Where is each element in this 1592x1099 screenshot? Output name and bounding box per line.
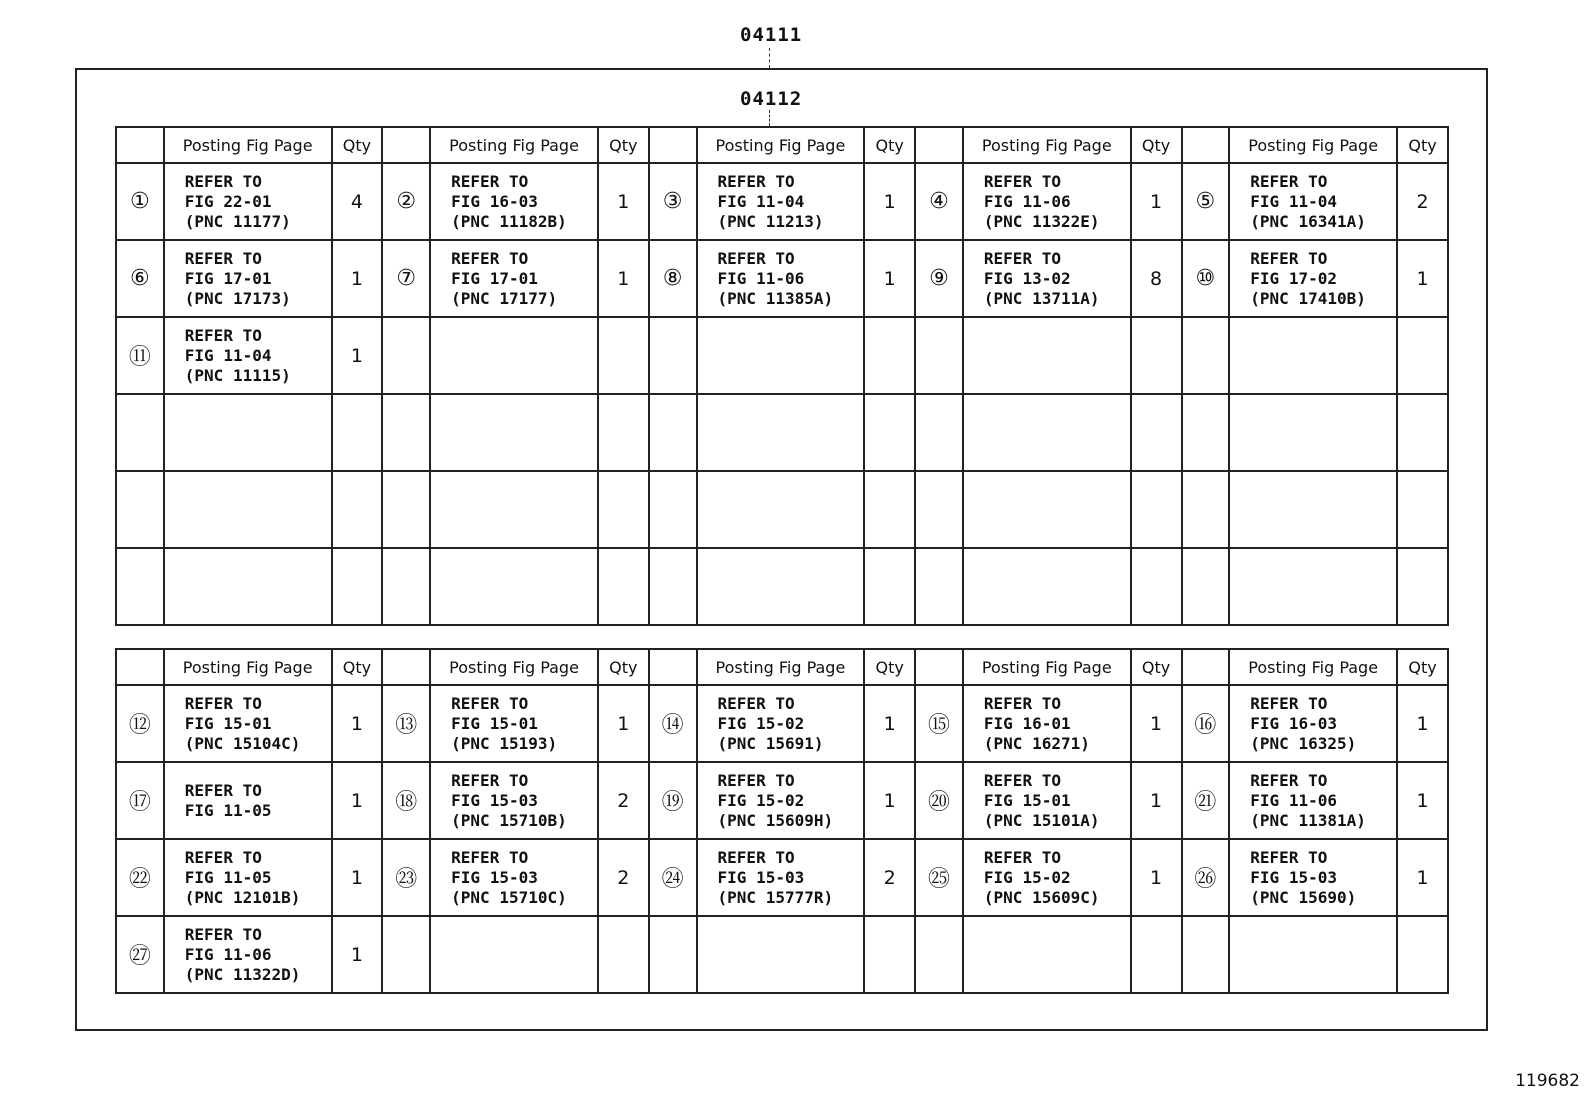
item-number <box>915 317 963 394</box>
item-number <box>915 916 963 993</box>
reference-line: (PNC 15609H) <box>717 810 834 830</box>
reference-line: FIG 16-03 <box>1250 713 1337 733</box>
quantity: 1 <box>1131 163 1182 240</box>
reference-line: REFER TO <box>184 780 262 800</box>
item-number: ⑩ <box>1182 240 1230 317</box>
posting-reference <box>697 916 865 993</box>
posting-reference <box>963 317 1131 394</box>
posting-reference <box>1229 471 1397 548</box>
reference-line: FIG 11-04 <box>717 191 805 211</box>
table-row <box>116 317 1448 394</box>
reference-line: REFER TO <box>451 248 529 268</box>
quantity <box>864 548 915 625</box>
reference-line: (PNC 11177) <box>184 211 291 231</box>
header-posting: Posting Fig Page <box>1229 127 1397 163</box>
posting-reference <box>963 394 1131 471</box>
quantity: 2 <box>598 839 649 916</box>
outer-assembly-label: 04111 <box>740 24 803 46</box>
quantity: 1 <box>1397 685 1448 762</box>
header-blank <box>382 127 430 163</box>
quantity: 2 <box>864 839 915 916</box>
reference-line: FIG 17-01 <box>451 268 538 288</box>
table-row <box>116 762 1448 839</box>
item-number: ⑦ <box>382 240 430 317</box>
posting-reference <box>430 394 598 471</box>
quantity <box>864 471 915 548</box>
reference-line: REFER TO <box>717 847 795 867</box>
posting-reference <box>963 685 1131 762</box>
table-row <box>116 471 1448 548</box>
header-row <box>116 649 1448 685</box>
item-number: ⑪ <box>116 317 164 394</box>
quantity: 8 <box>1131 240 1182 317</box>
posting-reference <box>1229 548 1397 625</box>
reference-line: REFER TO <box>184 847 262 867</box>
reference-line: (PNC 17177) <box>451 288 558 308</box>
reference-line: FIG 11-06 <box>1250 790 1337 810</box>
quantity: 1 <box>332 916 383 993</box>
reference-line: (PNC 11322D) <box>184 964 301 984</box>
reference-line: FIG 11-06 <box>983 191 1071 211</box>
quantity: 2 <box>1397 163 1448 240</box>
reference-line: (PNC 15104C) <box>184 733 301 753</box>
header-blank <box>382 649 430 685</box>
header-qty: Qty <box>598 127 649 163</box>
item-number: ㉖ <box>1182 839 1230 916</box>
reference-line: (PNC 17410B) <box>1250 288 1366 308</box>
header-qty: Qty <box>864 127 915 163</box>
item-number <box>915 548 963 625</box>
reference-line: FIG 15-01 <box>983 790 1071 810</box>
reference-line: FIG 15-03 <box>451 790 538 810</box>
posting-reference <box>1229 762 1397 839</box>
posting-reference <box>697 685 865 762</box>
item-number: ⑤ <box>1182 163 1230 240</box>
item-number: ① <box>116 163 164 240</box>
quantity <box>598 471 649 548</box>
reference-line: REFER TO <box>717 171 795 191</box>
posting-reference <box>164 839 332 916</box>
quantity: 1 <box>1131 685 1182 762</box>
posting-reference <box>697 163 865 240</box>
reference-line: (PNC 11322E) <box>983 211 1100 231</box>
reference-line: REFER TO <box>717 248 795 268</box>
quantity <box>598 317 649 394</box>
header-qty: Qty <box>332 649 383 685</box>
posting-reference <box>963 548 1131 625</box>
item-number: ㉔ <box>649 839 697 916</box>
reference-line: REFER TO <box>184 325 262 345</box>
header-qty: Qty <box>1131 127 1182 163</box>
header-posting: Posting Fig Page <box>430 649 598 685</box>
header-blank <box>116 649 164 685</box>
reference-line: FIG 11-04 <box>1250 191 1337 211</box>
reference-line: REFER TO <box>184 248 262 268</box>
reference-line: (PNC 16325) <box>1250 733 1357 753</box>
item-number: ⑥ <box>116 240 164 317</box>
header-posting: Posting Fig Page <box>430 127 598 163</box>
item-number <box>915 471 963 548</box>
quantity: 1 <box>1131 762 1182 839</box>
reference-line: FIG 16-01 <box>983 713 1071 733</box>
table-row <box>116 916 1448 993</box>
posting-reference <box>697 471 865 548</box>
item-number: ㉓ <box>382 839 430 916</box>
table-row <box>116 240 1448 317</box>
posting-reference <box>697 762 865 839</box>
inner-assembly-label: 04112 <box>740 88 803 110</box>
header-blank <box>649 127 697 163</box>
item-number <box>116 471 164 548</box>
quantity: 1 <box>1131 839 1182 916</box>
item-number <box>382 471 430 548</box>
item-number <box>649 471 697 548</box>
item-number <box>382 394 430 471</box>
posting-reference <box>164 163 332 240</box>
quantity: 1 <box>332 839 383 916</box>
inner-leader-line <box>769 110 770 126</box>
quantity <box>332 394 383 471</box>
item-number <box>1182 916 1230 993</box>
posting-reference <box>697 394 865 471</box>
posting-reference <box>963 916 1131 993</box>
quantity <box>1397 916 1448 993</box>
quantity <box>1131 916 1182 993</box>
item-number: ⑬ <box>382 685 430 762</box>
posting-reference <box>963 839 1131 916</box>
parts-table-upper <box>115 126 1449 626</box>
reference-line: REFER TO <box>983 770 1061 790</box>
quantity <box>1131 548 1182 625</box>
reference-line: FIG 15-02 <box>717 790 805 810</box>
reference-line: FIG 11-06 <box>184 944 272 964</box>
item-number <box>1182 317 1230 394</box>
item-number: ⑨ <box>915 240 963 317</box>
posting-reference <box>963 471 1131 548</box>
quantity <box>1397 471 1448 548</box>
reference-line: FIG 22-01 <box>184 191 272 211</box>
reference-line: REFER TO <box>451 770 529 790</box>
quantity: 1 <box>598 163 649 240</box>
reference-line: FIG 15-01 <box>451 713 538 733</box>
reference-line: FIG 15-01 <box>184 713 272 733</box>
posting-reference <box>164 762 332 839</box>
quantity: 1 <box>864 685 915 762</box>
posting-reference <box>430 548 598 625</box>
header-qty: Qty <box>1397 127 1448 163</box>
posting-reference <box>1229 317 1397 394</box>
item-number <box>382 916 430 993</box>
reference-line: REFER TO <box>451 847 529 867</box>
reference-line: (PNC 15710C) <box>451 887 567 907</box>
reference-line: FIG 11-06 <box>717 268 805 288</box>
item-number: ㉑ <box>1182 762 1230 839</box>
posting-reference <box>430 839 598 916</box>
reference-line: FIG 15-02 <box>717 713 805 733</box>
header-posting: Posting Fig Page <box>164 649 332 685</box>
header-qty: Qty <box>1397 649 1448 685</box>
posting-reference <box>963 240 1131 317</box>
figure-number: 119682 <box>1515 1071 1580 1091</box>
reference-line: FIG 11-04 <box>184 345 272 365</box>
quantity: 1 <box>332 762 383 839</box>
posting-reference <box>963 163 1131 240</box>
reference-line: REFER TO <box>1250 847 1328 867</box>
posting-reference <box>164 548 332 625</box>
outer-leader-line <box>769 48 770 68</box>
reference-line: REFER TO <box>1250 693 1328 713</box>
table-row <box>116 839 1448 916</box>
header-blank <box>1182 649 1230 685</box>
posting-reference <box>1229 916 1397 993</box>
posting-reference <box>164 916 332 993</box>
reference-line: REFER TO <box>983 248 1061 268</box>
posting-reference <box>697 317 865 394</box>
reference-line: FIG 15-03 <box>1250 867 1337 887</box>
header-blank <box>649 649 697 685</box>
header-posting: Posting Fig Page <box>697 649 865 685</box>
reference-line: (PNC 15193) <box>451 733 558 753</box>
quantity: 1 <box>598 685 649 762</box>
quantity <box>864 317 915 394</box>
posting-reference <box>1229 163 1397 240</box>
reference-line: (PNC 15710B) <box>451 810 567 830</box>
header-qty: Qty <box>864 649 915 685</box>
item-number <box>116 394 164 471</box>
posting-reference <box>1229 394 1397 471</box>
header-qty: Qty <box>332 127 383 163</box>
reference-line: REFER TO <box>983 171 1061 191</box>
posting-reference <box>963 762 1131 839</box>
item-number: ⑲ <box>649 762 697 839</box>
item-number: ⑭ <box>649 685 697 762</box>
item-number <box>1182 471 1230 548</box>
reference-line: FIG 11-05 <box>184 867 272 887</box>
quantity <box>864 916 915 993</box>
item-number <box>649 394 697 471</box>
item-number: ② <box>382 163 430 240</box>
quantity <box>598 916 649 993</box>
reference-line: FIG 17-01 <box>184 268 272 288</box>
reference-line: FIG 15-03 <box>717 867 805 887</box>
quantity <box>1131 394 1182 471</box>
quantity: 1 <box>864 163 915 240</box>
reference-line: REFER TO <box>717 693 795 713</box>
item-number <box>116 548 164 625</box>
item-number <box>1182 548 1230 625</box>
quantity: 1 <box>332 317 383 394</box>
reference-line: (PNC 15609C) <box>983 887 1100 907</box>
reference-line: (PNC 11213) <box>717 211 824 231</box>
reference-line: REFER TO <box>1250 171 1328 191</box>
quantity: 1 <box>864 240 915 317</box>
item-number <box>649 916 697 993</box>
item-number <box>382 317 430 394</box>
table-row <box>116 394 1448 471</box>
posting-reference <box>697 240 865 317</box>
reference-line: (PNC 17173) <box>184 288 291 308</box>
header-blank <box>915 127 963 163</box>
reference-line: (PNC 15690) <box>1250 887 1357 907</box>
quantity: 2 <box>598 762 649 839</box>
reference-line: (PNC 11182B) <box>451 211 567 231</box>
reference-line: (PNC 11381A) <box>1250 810 1366 830</box>
quantity: 4 <box>332 163 383 240</box>
quantity: 1 <box>1397 240 1448 317</box>
item-number: ⑳ <box>915 762 963 839</box>
quantity: 1 <box>598 240 649 317</box>
quantity <box>864 394 915 471</box>
header-posting: Posting Fig Page <box>164 127 332 163</box>
quantity <box>1397 317 1448 394</box>
quantity <box>1131 471 1182 548</box>
quantity: 1 <box>1397 839 1448 916</box>
item-number <box>1182 394 1230 471</box>
reference-line: (PNC 11385A) <box>717 288 834 308</box>
posting-reference <box>164 317 332 394</box>
reference-line: FIG 13-02 <box>983 268 1071 288</box>
reference-line: REFER TO <box>184 693 262 713</box>
posting-reference <box>697 548 865 625</box>
item-number <box>649 548 697 625</box>
posting-reference <box>430 685 598 762</box>
item-number <box>915 394 963 471</box>
quantity <box>332 548 383 625</box>
posting-reference <box>1229 685 1397 762</box>
quantity <box>1131 317 1182 394</box>
header-qty: Qty <box>1131 649 1182 685</box>
posting-reference <box>697 839 865 916</box>
reference-line: REFER TO <box>451 171 529 191</box>
reference-line: FIG 11-05 <box>184 800 272 820</box>
reference-line: FIG 17-02 <box>1250 268 1337 288</box>
reference-line: (PNC 15691) <box>717 733 824 753</box>
quantity <box>332 471 383 548</box>
posting-reference <box>430 762 598 839</box>
item-number: ㉒ <box>116 839 164 916</box>
reference-line: (PNC 13711A) <box>983 288 1100 308</box>
posting-reference <box>164 685 332 762</box>
quantity <box>598 394 649 471</box>
posting-reference <box>430 240 598 317</box>
quantity <box>1397 394 1448 471</box>
item-number: ④ <box>915 163 963 240</box>
quantity: 1 <box>1397 762 1448 839</box>
posting-reference <box>430 916 598 993</box>
posting-reference <box>164 394 332 471</box>
item-number <box>649 317 697 394</box>
header-blank <box>915 649 963 685</box>
reference-line: (PNC 12101B) <box>184 887 301 907</box>
header-posting: Posting Fig Page <box>697 127 865 163</box>
header-blank <box>1182 127 1230 163</box>
posting-reference <box>164 240 332 317</box>
reference-line: REFER TO <box>184 924 262 944</box>
header-row <box>116 127 1448 163</box>
item-number: ㉕ <box>915 839 963 916</box>
item-number: ㉗ <box>116 916 164 993</box>
reference-line: (PNC 15777R) <box>717 887 834 907</box>
posting-reference <box>430 163 598 240</box>
header-posting: Posting Fig Page <box>963 127 1131 163</box>
quantity <box>598 548 649 625</box>
reference-line: REFER TO <box>184 171 262 191</box>
reference-line: REFER TO <box>451 693 529 713</box>
item-number: ⑱ <box>382 762 430 839</box>
table-row <box>116 685 1448 762</box>
header-qty: Qty <box>598 649 649 685</box>
reference-line: FIG 16-03 <box>451 191 538 211</box>
quantity: 1 <box>864 762 915 839</box>
header-blank <box>116 127 164 163</box>
reference-line: (PNC 15101A) <box>983 810 1100 830</box>
item-number: ⑰ <box>116 762 164 839</box>
reference-line: (PNC 16271) <box>983 733 1090 753</box>
reference-line: REFER TO <box>717 770 795 790</box>
item-number: ③ <box>649 163 697 240</box>
posting-reference <box>430 471 598 548</box>
table-row <box>116 548 1448 625</box>
table-row <box>116 163 1448 240</box>
header-posting: Posting Fig Page <box>963 649 1131 685</box>
parts-table-lower <box>115 648 1449 994</box>
item-number: ⑯ <box>1182 685 1230 762</box>
item-number: ⑫ <box>116 685 164 762</box>
reference-line: REFER TO <box>1250 248 1328 268</box>
reference-line: REFER TO <box>983 693 1061 713</box>
reference-line: REFER TO <box>1250 770 1328 790</box>
quantity <box>1397 548 1448 625</box>
posting-reference <box>164 471 332 548</box>
posting-reference <box>1229 839 1397 916</box>
quantity: 1 <box>332 240 383 317</box>
posting-reference <box>430 317 598 394</box>
quantity: 1 <box>332 685 383 762</box>
item-number: ⑮ <box>915 685 963 762</box>
header-posting: Posting Fig Page <box>1229 649 1397 685</box>
reference-line: FIG 15-02 <box>983 867 1071 887</box>
reference-line: REFER TO <box>983 847 1061 867</box>
posting-reference <box>1229 240 1397 317</box>
reference-line: FIG 15-03 <box>451 867 538 887</box>
reference-line: (PNC 11115) <box>184 365 291 385</box>
item-number: ⑧ <box>649 240 697 317</box>
item-number <box>382 548 430 625</box>
reference-line: (PNC 16341A) <box>1250 211 1366 231</box>
